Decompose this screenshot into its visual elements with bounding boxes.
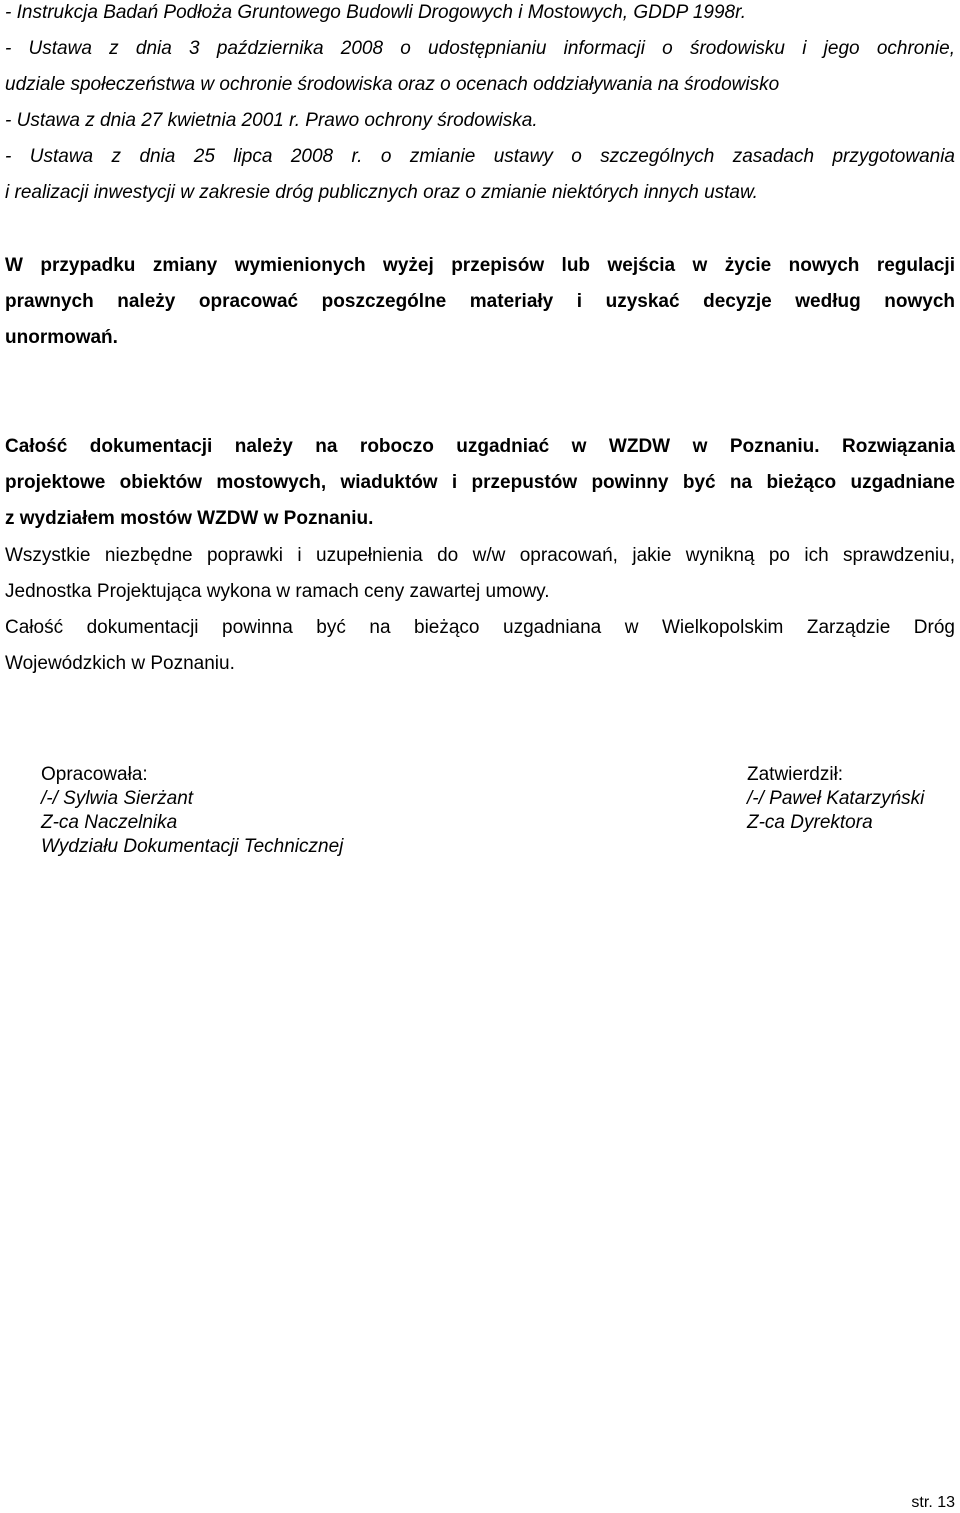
page-number: str. 13 — [911, 1494, 955, 1511]
notice-line: prawnych należy opracować poszczególne materiały i uzyskać decyzje według nowych — [5, 291, 955, 312]
reference-line: udziale społeczeństwa w ochronie środowiska oraz o ocenach oddziaływania na środowisko — [5, 74, 780, 95]
signature-right — [747, 763, 924, 835]
signature-left — [41, 763, 343, 859]
reference-line: - Ustawa z dnia 3 października 2008 o udostępnianiu informacji o środowisku i jego ochronie, — [5, 38, 955, 59]
agreement-line: Wojewódzkich w Poznaniu. — [5, 653, 235, 674]
reference-line: - Ustawa z dnia 25 lipca 2008 r. o zmianie ustawy o szczególnych zasadach przygotowania — [5, 146, 955, 167]
reference-line: - Ustawa z dnia 27 kwietnia 2001 r. Prawo ochrony środowiska. — [5, 110, 538, 131]
signature-left-position: Z-ca Naczelnika — [41, 812, 178, 833]
signature-right-name: /-/ Paweł Katarzyński — [747, 788, 925, 809]
reference-line: - Instrukcja Badań Podłoża Gruntowego Budowli Drogowych i Mostowych, GDDP 1998r. — [5, 2, 746, 23]
signature-right-position: Z-ca Dyrektora — [747, 812, 873, 833]
coordination-line: projektowe obiektów mostowych, wiaduktów i przepustów powinny być na bieżąco uzgadniane — [5, 472, 955, 493]
notice-line: unormowań. — [5, 327, 118, 348]
signature-left-label: Opracowała: — [41, 764, 148, 785]
corrections-line: Jednostka Projektująca wykona w ramach ceny zawartej umowy. — [5, 581, 550, 602]
signature-left-name: /-/ Sylwia Sierżant — [41, 788, 194, 809]
corrections-line: Wszystkie niezbędne poprawki i uzupełnienia do w/w opracowań, jakie wynikną po ich sprawdzeniu, — [5, 545, 955, 566]
reference-line: i realizacji inwestycji w zakresie dróg publicznych oraz o zmianie niektórych innych ustaw. — [5, 182, 758, 203]
signature-right-label: Zatwierdził: — [747, 764, 844, 785]
coordination-line: Całość dokumentacji należy na roboczo uzgadniać w WZDW w Poznaniu. Rozwiązania — [5, 436, 955, 457]
signature-left-department: Wydziału Dokumentacji Technicznej — [41, 836, 344, 857]
notice-line: W przypadku zmiany wymienionych wyżej przepisów lub wejścia w życie nowych regulacji — [5, 255, 955, 276]
coordination-line: z wydziałem mostów WZDW w Poznaniu. — [5, 508, 374, 529]
agreement-line: Całość dokumentacji powinna być na bieżąco uzgadniana w Wielkopolskim Zarządzie Dróg — [5, 617, 955, 638]
